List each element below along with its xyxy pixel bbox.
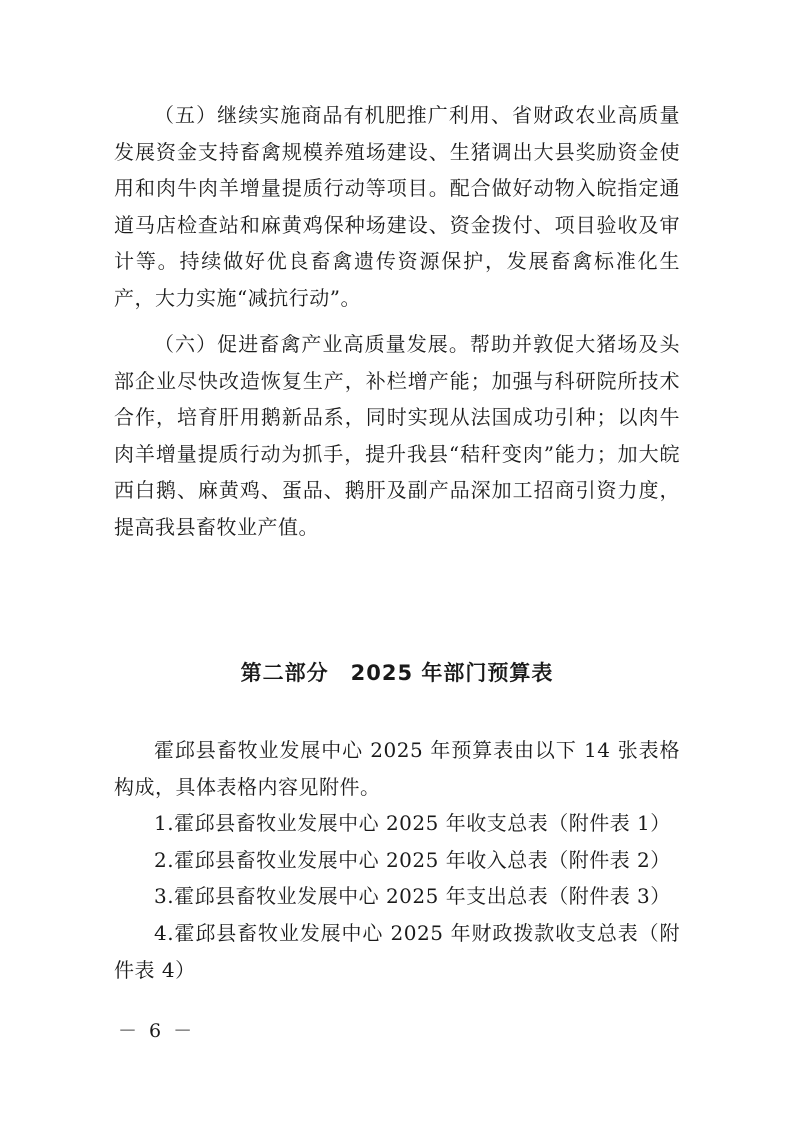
section-five [114,97,680,317]
part-two-body [114,732,680,988]
part-two-intro: 霍邱县畜牧业发展中心 2025 年预算表由以下 14 张表格构成，具体表格内容见附件。 [114,738,680,799]
list-item: 2.霍邱县畜牧业发展中心 2025 年收入总表（附件表 2） [154,847,671,872]
section-five-paragraph: （五）继续实施商品有机肥推广利用、省财政农业高质量发展资金支持畜禽规模养殖场建设、生猪调出大县奖励资金使用和肉牛肉羊增量提质行动等项目。配合做好动物入皖指定通道马店检查站和麻黄鸡保种场建设、资金拨付、项目验收及审计等。持续做好优良畜禽遗传资源保护，发展畜禽标准化生产，大力实施“减抗行动”。 [114,103,680,310]
list-item: 1.霍邱县畜牧业发展中心 2025 年收支总表（附件表 1） [154,811,671,836]
section-six [114,326,680,546]
list-item: 4.霍邱县畜牧业发展中心 2025 年财政拨款收支总表（附件表 4） [114,920,680,982]
part-two-title: 第二部分 2025 年部门预算表 [240,661,554,685]
page-number: － 6 － [118,1020,196,1042]
section-six-paragraph: （六）促进畜禽产业高质量发展。帮助并敦促大猪场及头部企业尽快改造恢复生产，补栏增产能；加强与科研院所技术合作，培育肝用鹅新品系，同时实现从法国成功引种；以肉牛肉羊增量提质行动为抓手，提升我县“秸秆变肉”能力；加大皖西白鹅、麻黄鸡、蛋品、鹅肝及副产品深加工招商引资力度，提高我县畜牧业产值。 [114,332,680,539]
list-item: 3.霍邱县畜牧业发展中心 2025 年支出总表（附件表 3） [154,884,671,909]
